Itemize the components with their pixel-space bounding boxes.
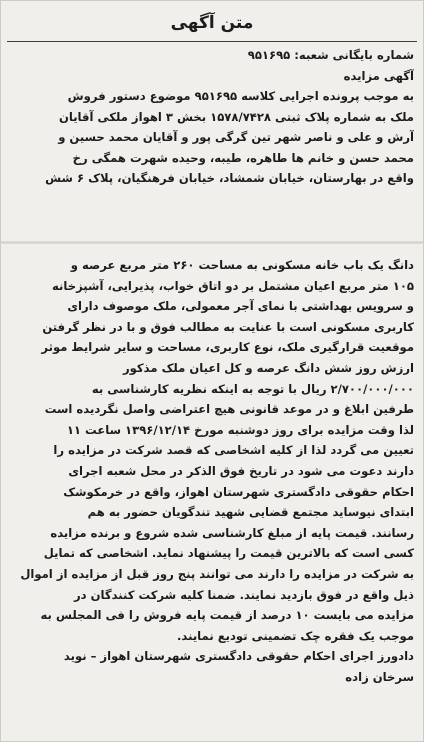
notice-text-line: محمد حسن و خانم ها طاهره، طیبه، وحیده شهرت همگی رخ (72, 150, 414, 165)
notice-text-line: واقع در بهارستان، خیابان شمشاد، خیابان فرهنگیان، پلاک ۶ شش (45, 171, 414, 185)
notice-text-line: و سرویس بهداشتی با نمای آجر معمولی، ملک موصوف دارای (67, 299, 414, 314)
notice-text-line: ارزش روز شش دانگ عرصه و کل اعیان ملک مذکور (122, 360, 414, 375)
notice-text-line: احکام حقوقی دادگستری شهرستان اهواز، واقع در خرمکوشک (63, 484, 414, 499)
notice-text-line: ۱۰۵ متر مربع اعیان مشتمل بر دو اتاق خواب، پذیرایی، آشپزخانه (52, 278, 414, 293)
notice-text-line: دارند دعوت می شود در تاریخ فوق الذکر در محل شعبه اجرای (68, 463, 414, 478)
auction-notice-heading: آگهی مزایده (343, 68, 414, 83)
notice-text-line: دانگ یک باب خانه مسکونی به مساحت ۲۶۰ متر مربع عرصه و (70, 258, 414, 272)
notice-text-line: آرش و علی و ناصر شهر تین گرگی پور و آقایان محمد حسین و (58, 130, 414, 144)
notice-text-line: به شرکت در مزایده را دارند می توانند پنج روز قبل از مزایده از اموال (20, 566, 414, 581)
notice-body-bottom (9, 255, 414, 687)
notice-text-line: کاربری مسکونی است با عنایت به مطالب فوق و با در نظر گرفتن (42, 319, 414, 334)
notice-text-line: ملک به شماره پلاک ثبتی ۱۵۷۸/۷۴۲۸ بخش ۳ اهواز ملکی آقایان (58, 109, 414, 124)
notice-text-line: تعیین می گردد لذا از کلیه اشخاصی که قصد شرکت در مزایده را (53, 443, 414, 458)
notice-text-line: به موجب پرونده اجرایی کلاسه ۹۵۱۶۹۵ موضوع دستور فروش (67, 89, 414, 103)
notice-title: متن آگهی (170, 13, 254, 33)
paper-fold-crease (1, 241, 423, 244)
signature-name: سرخان زاده (345, 669, 414, 684)
notice-text-line: ابتدای نیوساید مجتمع قضایی شهید تندگویان حضور به هم (87, 505, 414, 520)
notice-body-top (9, 45, 414, 189)
notice-text-line: لذا وقت مزایده برای روز دوشنبه مورخ ۱۳۹۶/۱۲/۱۴ ساعت ۱۱ (66, 422, 414, 437)
title-divider (7, 41, 417, 42)
notice-text-line: طرفین ابلاغ و در موعد قانونی هیچ اعتراضی واصل نگردیده است (44, 402, 414, 417)
notice-text-line: ذیل واقع در فوق بازدید نمایند. ضمنا کلیه شرکت کنندگان در (73, 587, 414, 602)
signature-line: دادورز اجرای احکام حقوقی دادگستری شهرستان اهواز – نوید (63, 649, 414, 664)
notice-text-line: کسی است که بالاترین قیمت را پیشنهاد نماید. اشخاصی که تمایل (43, 546, 414, 561)
notice-text-line: موقعیت قرارگیری ملک، نوع کاربری، مساحت و سایر شرایط موثر (41, 340, 414, 355)
notice-text-line: مزایده می بایست ۱۰ درصد از قیمت پایه فروش را فی المجلس به (40, 608, 414, 623)
notice-text-line: ۲/۷۰۰/۰۰۰/۰۰۰ ریال با توجه به اینکه نظریه کارشناسی به (91, 381, 414, 396)
notice-text-line: رسانند. قیمت پایه از مبلغ کارشناسی شده شروع و برنده مزایده (50, 525, 414, 540)
archive-number-line: شماره بایگانی شعبه: ۹۵۱۶۹۵ (247, 48, 414, 62)
notice-text-line: موجب یک فقره چک تضمینی تودیع نمایند. (177, 628, 414, 643)
